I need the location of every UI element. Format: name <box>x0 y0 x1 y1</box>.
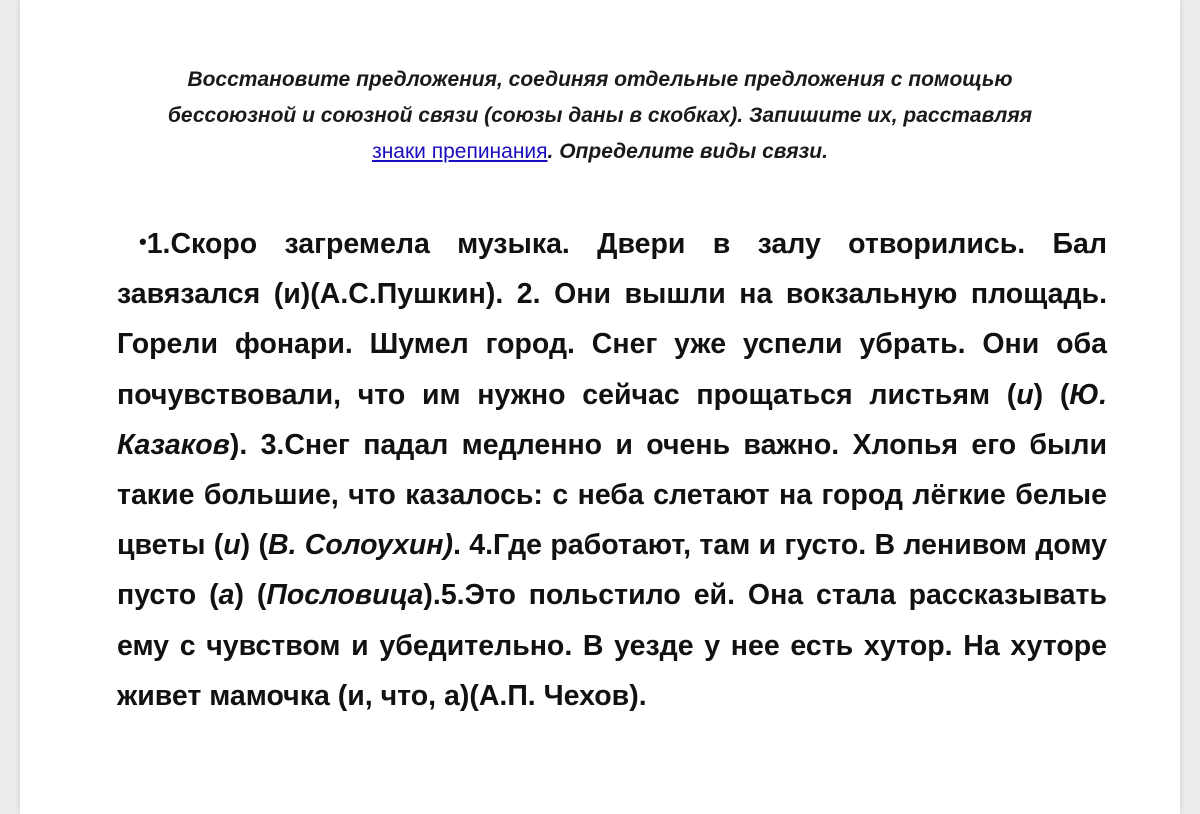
text-part-3: ). 3.Снег падал медленно и очень важно. Хлопья его были такие большие, что казалось: с неба слетают на город лёгкие белые цветы ( <box>117 428 1107 562</box>
conj-3: а <box>218 579 235 612</box>
text-part-2: ) ( <box>1033 378 1070 411</box>
exercise-text <box>117 217 1107 721</box>
author-kazakov: Ю. Казаков <box>117 378 1107 461</box>
task-instruction <box>160 62 1040 170</box>
instruction-text: Восстановите предложения, соединяя отдельные предложения с помощью бессоюзной и союзной связи (союзы даны в скобках). Запишите их, расставляя <box>167 68 1033 127</box>
bullet: • <box>139 229 147 254</box>
text-part-6: ) ( <box>234 579 267 612</box>
conj-2: и <box>223 529 241 562</box>
conj-1: и <box>1016 378 1034 411</box>
source-proverb: Пословица <box>266 579 424 612</box>
text-part-5: . 4.Где работают, там и густо. В ленивом дому пусто ( <box>117 529 1108 612</box>
punctuation-link[interactable]: знаки препинания <box>372 140 548 163</box>
instruction-text-end: . Определите виды связи. <box>547 140 828 163</box>
text-part-1: 1.Скоро загремела музыка. Двери в залу отворились. Бал завязался (и)(А.С.Пушкин). 2. Они вышли на вокзальную площадь. Горели фонари. Шумел город. Снег уже успели убрать. Они оба почувствовали, что им нужно сейчас прощаться листьям ( <box>117 228 1107 411</box>
text-part-7: ).5.Это польстило ей. Она стала рассказывать ему с чувством и убедительно. В уезде у нее есть хутор. На хуторе живет мамочка (и, что, а)(А.П. Чехов). <box>117 579 1107 712</box>
author-soloukhin: В. Солоухин) <box>267 529 454 562</box>
text-part-4: ) ( <box>240 529 268 562</box>
document-page <box>20 0 1180 814</box>
